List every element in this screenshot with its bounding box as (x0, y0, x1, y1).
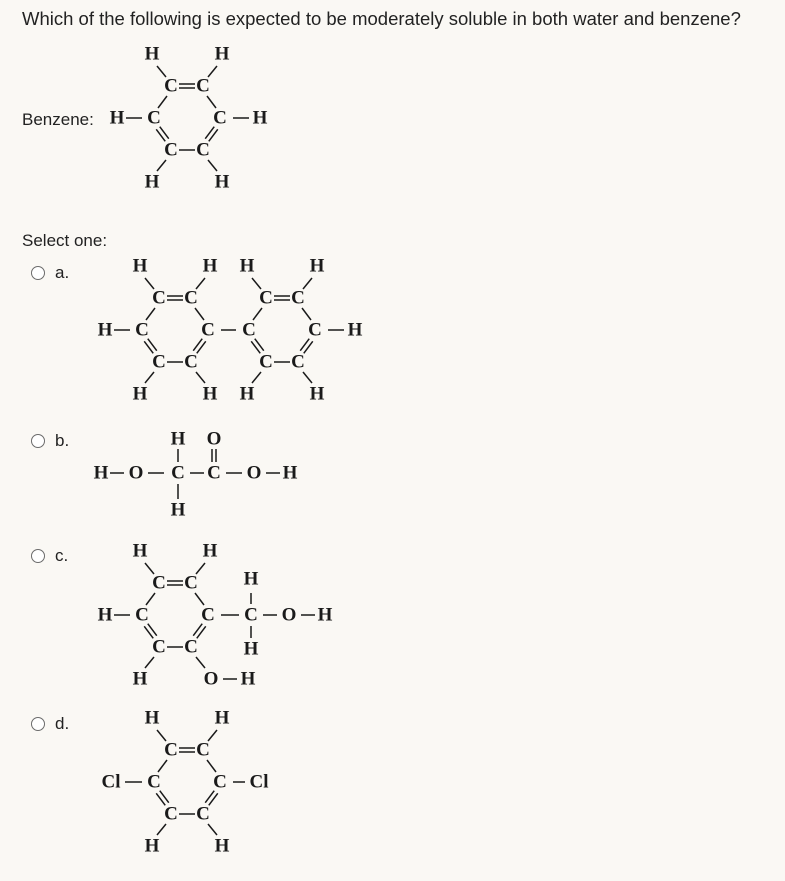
bond-line (303, 278, 312, 289)
bond-line (196, 372, 205, 383)
hydrogen: H (214, 171, 230, 193)
hydrogen: H (97, 604, 113, 626)
carbon: C (171, 462, 185, 484)
oxygen: O (246, 462, 262, 484)
bond-line (195, 308, 204, 320)
ring-carbon: C (164, 803, 178, 825)
hydrogen: H (252, 107, 268, 129)
option-d-structure (102, 708, 269, 857)
ring-carbon: C (147, 107, 161, 129)
ring-carbon: C (164, 739, 178, 761)
hydrogen: H (214, 707, 230, 729)
oxygen: O (203, 668, 219, 690)
hydrogen: H (239, 255, 255, 277)
ring-carbon: C (135, 604, 149, 626)
bond-line (252, 278, 261, 289)
bond-line (208, 66, 217, 77)
hydrogen: H (144, 43, 160, 65)
bond-line (146, 308, 155, 320)
hydrogen: H (170, 428, 186, 450)
ring-carbon: C (291, 287, 305, 309)
option-a-letter: a. (55, 263, 70, 282)
oxygen: O (128, 462, 144, 484)
carbon: C (207, 462, 221, 484)
hydrogen: H (239, 383, 255, 405)
hydrogen: H (144, 835, 160, 857)
option-c-structure (98, 541, 333, 690)
bond-line (207, 96, 216, 108)
hydrogen: H (317, 604, 333, 626)
hydrogen: H (170, 499, 186, 521)
bond-line (208, 730, 217, 741)
option-b-letter: b. (55, 431, 70, 450)
hydrogen: H (214, 43, 230, 65)
bond-line (158, 760, 167, 772)
hydrogen: H (347, 319, 363, 341)
bond-line (157, 66, 166, 77)
hydrogen: H (93, 462, 109, 484)
ring-carbon: C (184, 351, 198, 373)
ring-carbon: C (164, 139, 178, 161)
ring-carbon: C (196, 75, 210, 97)
hydrogen: H (132, 668, 148, 690)
bond-line (195, 593, 204, 605)
benzene-structure (110, 44, 268, 193)
bond-line (253, 308, 262, 320)
ring-carbon: C (152, 572, 166, 594)
bond-line (158, 96, 167, 108)
hydrogen: H (282, 462, 298, 484)
bond-line (303, 372, 312, 383)
bond-line (145, 657, 154, 668)
bond-line (207, 760, 216, 772)
ring-carbon: C (291, 351, 305, 373)
bond-line (208, 824, 217, 835)
carbon: C (244, 604, 258, 626)
bond-line (196, 563, 205, 574)
ring-carbon: C (196, 139, 210, 161)
hydrogen: H (243, 638, 259, 660)
bond-line (157, 160, 166, 171)
ring-carbon: C (152, 351, 166, 373)
ring-carbon: C (213, 771, 227, 793)
hydrogen: H (109, 107, 125, 129)
bond-line (145, 563, 154, 574)
hydrogen: H (243, 568, 259, 590)
bond-line (146, 593, 155, 605)
hydrogen: H (132, 255, 148, 277)
ring-carbon: C (184, 287, 198, 309)
bond-line (157, 730, 166, 741)
option-d-letter: d. (55, 714, 70, 733)
ring-carbon: C (242, 319, 256, 341)
ring-carbon: C (201, 319, 215, 341)
ring-carbon: C (184, 636, 198, 658)
select-one-label: Select one: (22, 231, 108, 250)
bond-line (196, 278, 205, 289)
hydrogen: H (144, 707, 160, 729)
ring-carbon: C (196, 803, 210, 825)
hydrogen: H (309, 383, 325, 405)
hydrogen: H (309, 255, 325, 277)
bond-line (252, 372, 261, 383)
chlorine: Cl (249, 771, 269, 793)
bond-line (145, 372, 154, 383)
question-text: Which of the following is expected to be moderately soluble in both water and benzene? (22, 8, 741, 29)
chlorine: Cl (101, 771, 121, 793)
benzene-label: Benzene: (22, 110, 94, 129)
ring-carbon: C (196, 739, 210, 761)
hydrogen: H (202, 255, 218, 277)
bond-line (157, 824, 166, 835)
ring-carbon: C (147, 771, 161, 793)
ring-carbon: C (152, 287, 166, 309)
oxygen: O (206, 428, 222, 450)
hydrogen: H (132, 383, 148, 405)
ring-carbon: C (213, 107, 227, 129)
ring-carbon: C (308, 319, 322, 341)
hydrogen: H (214, 835, 230, 857)
bond-line (208, 160, 217, 171)
ring-carbon: C (201, 604, 215, 626)
hydrogen: H (132, 540, 148, 562)
hydrogen: H (240, 668, 256, 690)
ring-carbon: C (184, 572, 198, 594)
hydrogen: H (97, 319, 113, 341)
bond-line (145, 278, 154, 289)
option-b-structure (94, 429, 298, 521)
ring-carbon: C (259, 351, 273, 373)
ring-carbon: C (135, 319, 149, 341)
hydrogen: H (202, 383, 218, 405)
option-a-structure (98, 256, 363, 405)
hydrogen: H (144, 171, 160, 193)
option-c-letter: c. (55, 546, 69, 565)
ring-carbon: C (164, 75, 178, 97)
ring-carbon: C (259, 287, 273, 309)
oxygen: O (281, 604, 297, 626)
ring-carbon: C (152, 636, 166, 658)
hydrogen: H (202, 540, 218, 562)
bond-line (302, 308, 311, 320)
bond-line (196, 657, 205, 668)
